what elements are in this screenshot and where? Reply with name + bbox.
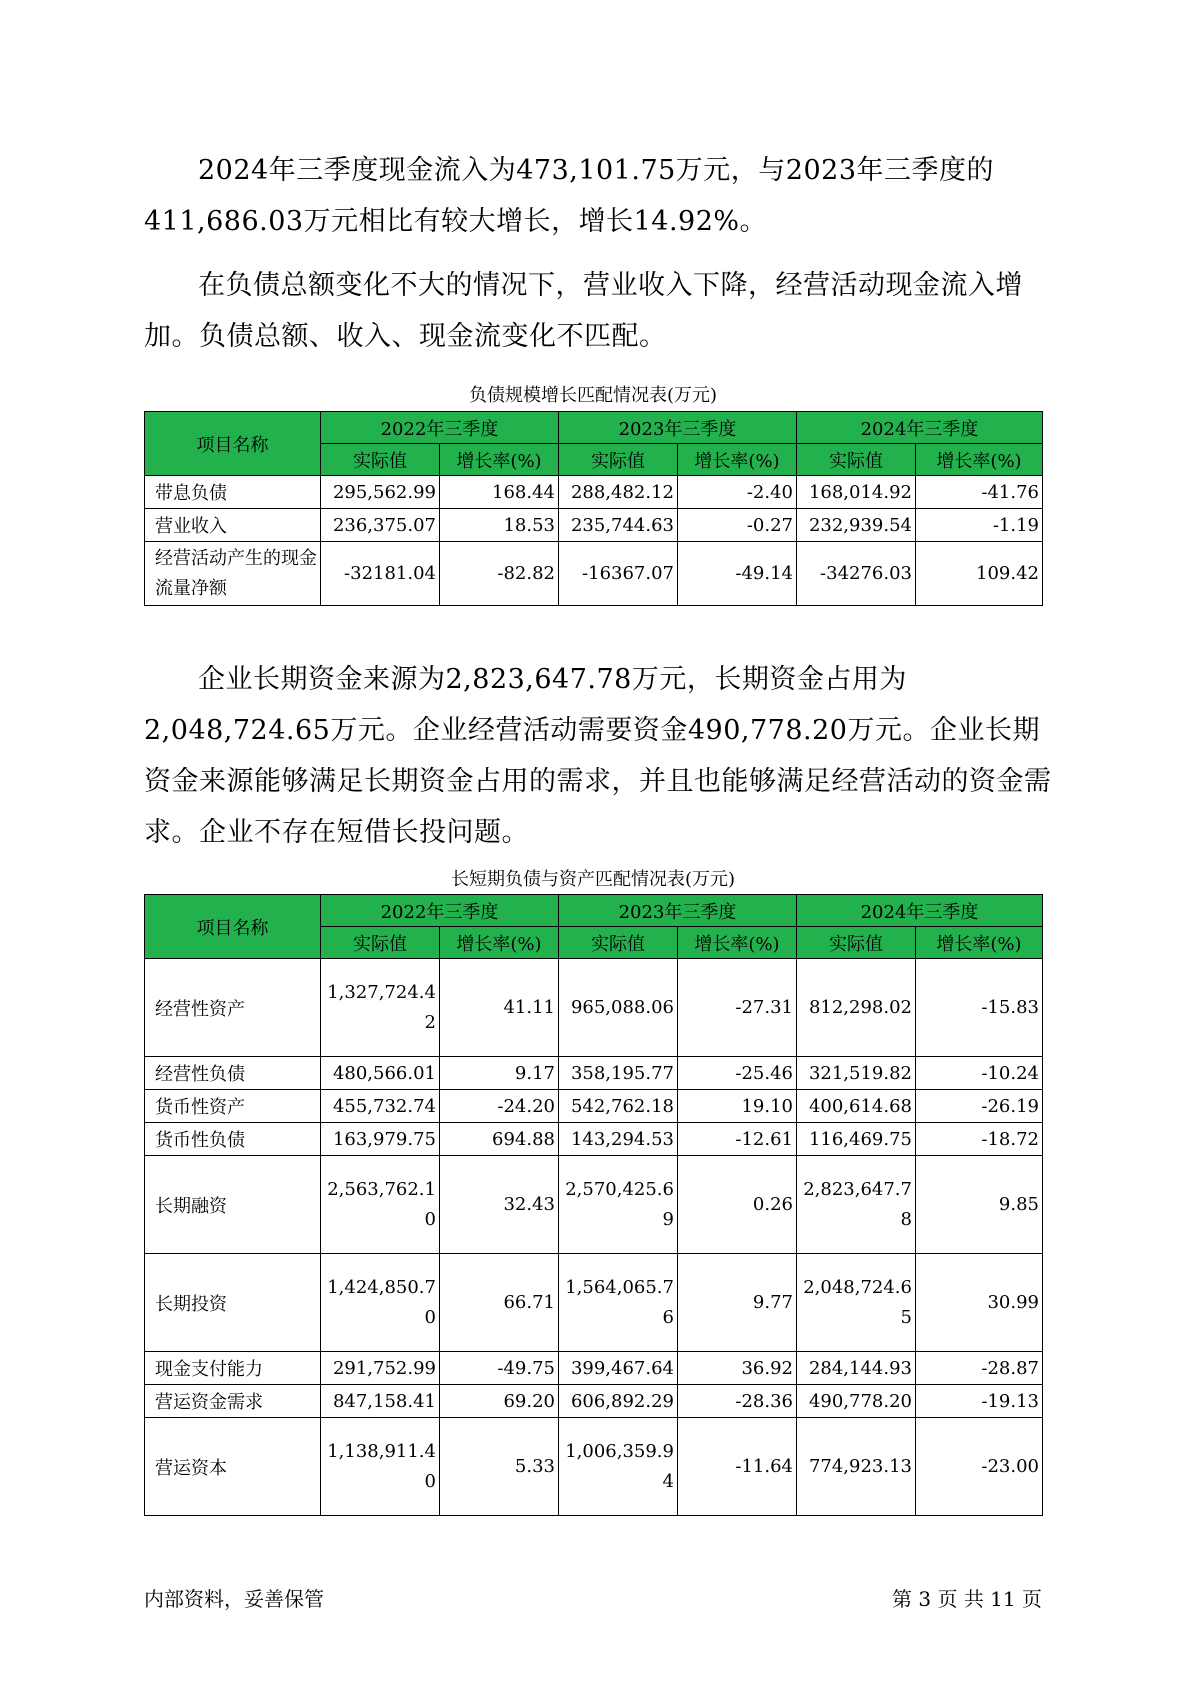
cell-value: 109.42	[916, 542, 1043, 606]
table-row	[145, 476, 1043, 509]
cell-value: -11.64	[678, 1418, 797, 1516]
header-growth: 增长率(%)	[440, 927, 559, 959]
header-period-2024: 2024年三季度	[797, 412, 1043, 444]
header-growth: 增长率(%)	[916, 927, 1043, 959]
row-label: 现金支付能力	[145, 1352, 321, 1385]
cell-value: 812,298.02	[797, 959, 916, 1057]
cell-value: -19.13	[916, 1385, 1043, 1418]
cell-value: 284,144.93	[797, 1352, 916, 1385]
cell-value: -49.75	[440, 1352, 559, 1385]
row-label: 营运资本	[145, 1418, 321, 1516]
cell-value: 490,778.20	[797, 1385, 916, 1418]
table-row	[145, 1090, 1043, 1123]
cell-value: -27.31	[678, 959, 797, 1057]
cell-value: 965,088.06	[559, 959, 678, 1057]
cell-value: 36.92	[678, 1352, 797, 1385]
header-actual: 实际值	[559, 444, 678, 476]
cell-value: 2,823,647.78	[797, 1156, 916, 1254]
cell-value: 18.53	[440, 509, 559, 542]
row-label: 货币性负债	[145, 1123, 321, 1156]
cell-value: -28.87	[916, 1352, 1043, 1385]
cell-value: 163,979.75	[321, 1123, 440, 1156]
header-item-name: 项目名称	[145, 412, 321, 476]
header-period-2022: 2022年三季度	[321, 412, 559, 444]
header-period-2022: 2022年三季度	[321, 895, 559, 927]
header-growth: 增长率(%)	[678, 444, 797, 476]
cell-value: -15.83	[916, 959, 1043, 1057]
row-label: 营运资金需求	[145, 1385, 321, 1418]
cell-value: -2.40	[678, 476, 797, 509]
header-period-2023: 2023年三季度	[559, 895, 797, 927]
cell-value: 606,892.29	[559, 1385, 678, 1418]
cell-value: -16367.07	[559, 542, 678, 606]
header-actual: 实际值	[797, 444, 916, 476]
cell-value: 1,006,359.94	[559, 1418, 678, 1516]
header-period-2024: 2024年三季度	[797, 895, 1043, 927]
row-label: 长期融资	[145, 1156, 321, 1254]
debt-growth-table	[144, 411, 1043, 606]
footer-confidential-note: 内部资料，妥善保管	[144, 1587, 324, 1611]
cell-value: 694.88	[440, 1123, 559, 1156]
cell-value: -24.20	[440, 1090, 559, 1123]
cell-value: -41.76	[916, 476, 1043, 509]
cell-value: 1,424,850.70	[321, 1254, 440, 1352]
cell-value: 9.17	[440, 1057, 559, 1090]
cell-value: 480,566.01	[321, 1057, 440, 1090]
cell-value: 168.44	[440, 476, 559, 509]
cell-value: 143,294.53	[559, 1123, 678, 1156]
table-row	[145, 1123, 1043, 1156]
header-growth: 增长率(%)	[440, 444, 559, 476]
cell-value: -32181.04	[321, 542, 440, 606]
header-growth: 增长率(%)	[916, 444, 1043, 476]
row-label: 经营性负债	[145, 1057, 321, 1090]
table1-caption: 负债规模增长匹配情况表(万元)	[468, 385, 718, 406]
paragraph-long-term-funding: 企业长期资金来源为2,823,647.78万元，长期资金占用为2,048,724.65万元。企业经营活动需要资金490,778.20万元。企业长期资金来源能够满足长期资金占用的需求，并且也能够满足经营活动的资金需求。企业不存在短借长投问题。	[144, 664, 1052, 848]
row-label: 货币性资产	[145, 1090, 321, 1123]
header-item-name: 项目名称	[145, 895, 321, 959]
table-row	[145, 1254, 1043, 1352]
cell-value: -1.19	[916, 509, 1043, 542]
cell-value: 400,614.68	[797, 1090, 916, 1123]
table-row	[145, 1156, 1043, 1254]
cell-value: 1,564,065.76	[559, 1254, 678, 1352]
cell-value: 236,375.07	[321, 509, 440, 542]
table-row	[145, 509, 1043, 542]
asset-liability-match-table	[144, 894, 1043, 1516]
cell-value: 847,158.41	[321, 1385, 440, 1418]
cell-value: 19.10	[678, 1090, 797, 1123]
cell-value: -12.61	[678, 1123, 797, 1156]
cell-value: 5.33	[440, 1418, 559, 1516]
table-row	[145, 959, 1043, 1057]
row-label: 长期投资	[145, 1254, 321, 1352]
cell-value: -82.82	[440, 542, 559, 606]
cell-value: 32.43	[440, 1156, 559, 1254]
header-period-2023: 2023年三季度	[559, 412, 797, 444]
cell-value: 295,562.99	[321, 476, 440, 509]
cell-value: 399,467.64	[559, 1352, 678, 1385]
cell-value: 41.11	[440, 959, 559, 1057]
cell-value: 66.71	[440, 1254, 559, 1352]
cell-value: 358,195.77	[559, 1057, 678, 1090]
cell-value: -49.14	[678, 542, 797, 606]
header-actual: 实际值	[559, 927, 678, 959]
cell-value: 455,732.74	[321, 1090, 440, 1123]
table-row	[145, 1418, 1043, 1516]
cell-value: 168,014.92	[797, 476, 916, 509]
cell-value: 1,327,724.42	[321, 959, 440, 1057]
table2-caption: 长短期负债与资产匹配情况表(万元)	[450, 869, 736, 890]
cell-value: -10.24	[916, 1057, 1043, 1090]
cell-value: -34276.03	[797, 542, 916, 606]
cell-value: -26.19	[916, 1090, 1043, 1123]
cell-value: 1,138,911.40	[321, 1418, 440, 1516]
cell-value: -18.72	[916, 1123, 1043, 1156]
cell-value: 288,482.12	[559, 476, 678, 509]
header-growth: 增长率(%)	[678, 927, 797, 959]
row-label: 营业收入	[145, 509, 321, 542]
cell-value: 9.77	[678, 1254, 797, 1352]
cell-value: 232,939.54	[797, 509, 916, 542]
cell-value: 30.99	[916, 1254, 1043, 1352]
cell-value: -23.00	[916, 1418, 1043, 1516]
paragraph-debt-mismatch: 在负债总额变化不大的情况下，营业收入下降，经营活动现金流入增加。负债总额、收入、现金流变化不匹配。	[144, 270, 1023, 352]
header-actual: 实际值	[797, 927, 916, 959]
cell-value: 2,570,425.69	[559, 1156, 678, 1254]
table-row	[145, 1057, 1043, 1090]
cell-value: -28.36	[678, 1385, 797, 1418]
cell-value: 2,563,762.10	[321, 1156, 440, 1254]
table-row	[145, 542, 1043, 606]
cell-value: 321,519.82	[797, 1057, 916, 1090]
row-label: 经营性资产	[145, 959, 321, 1057]
table-row	[145, 1385, 1043, 1418]
cell-value: 235,744.63	[559, 509, 678, 542]
cell-value: 542,762.18	[559, 1090, 678, 1123]
row-label: 经营活动产生的现金流量净额	[145, 542, 321, 606]
header-actual: 实际值	[321, 927, 440, 959]
table-row	[145, 1352, 1043, 1385]
cell-value: 0.26	[678, 1156, 797, 1254]
cell-value: 69.20	[440, 1385, 559, 1418]
cell-value: 2,048,724.65	[797, 1254, 916, 1352]
cell-value: 9.85	[916, 1156, 1043, 1254]
header-actual: 实际值	[321, 444, 440, 476]
footer-page-number: 第 3 页 共 11 页	[892, 1587, 1042, 1611]
row-label: 带息负债	[145, 476, 321, 509]
cell-value: 291,752.99	[321, 1352, 440, 1385]
cell-value: 774,923.13	[797, 1418, 916, 1516]
cell-value: -25.46	[678, 1057, 797, 1090]
cell-value: -0.27	[678, 509, 797, 542]
paragraph-cash-inflow: 2024年三季度现金流入为473,101.75万元，与2023年三季度的411,686.03万元相比有较大增长，增长14.92%。	[144, 155, 995, 237]
cell-value: 116,469.75	[797, 1123, 916, 1156]
